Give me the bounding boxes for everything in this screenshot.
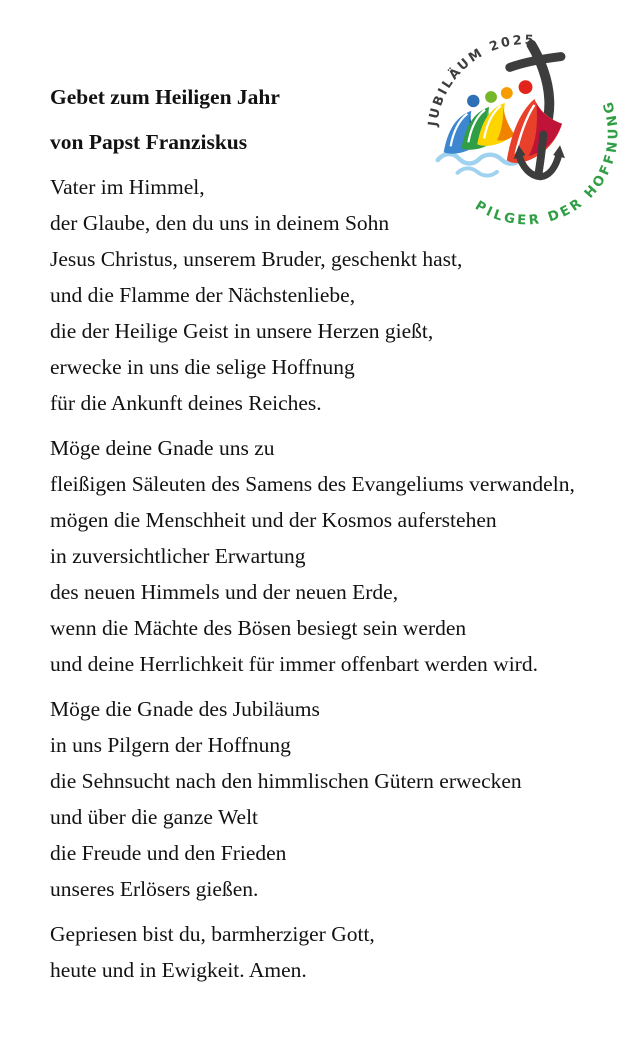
text-line: die der Heilige Geist in unsere Herzen gießt,: [50, 319, 434, 343]
pilgrim-figure-red: [507, 80, 562, 163]
text-line: für die Ankunft deines Reiches.: [50, 391, 322, 415]
text-line: Möge deine Gnade uns zu: [50, 436, 275, 460]
text-line: und über die ganze Welt: [50, 805, 259, 829]
text-line: die Sehnsucht nach den himmlischen Gütern erwecken: [50, 769, 522, 793]
text-line: unseres Erlösers gießen.: [50, 877, 259, 901]
text-line: fleißigen Säleuten des Samens des Evangeliums verwandeln,: [50, 472, 575, 496]
text-line: erwecke in uns die selige Hoffnung: [50, 355, 355, 379]
prayer-body: [50, 169, 610, 988]
paragraph: [50, 430, 610, 682]
text-line: Jesus Christus, unserem Bruder, geschenkt hast,: [50, 247, 463, 271]
text-line: des neuen Himmels und der neuen Erde,: [50, 580, 399, 604]
jubilee-2025-logo: [424, 28, 631, 235]
paragraph: [50, 691, 610, 907]
text-line: und deine Herrlichkeit für immer offenbart werden wird.: [50, 652, 538, 676]
paragraph: [50, 916, 610, 988]
text-line: wenn die Mächte des Bösen besiegt sein werden: [50, 616, 467, 640]
figure-red-head: [519, 80, 533, 94]
anchor-fluke-right: [553, 145, 565, 158]
text-line: Vater im Himmel,: [50, 175, 205, 199]
figure-green-head: [485, 91, 497, 103]
text-line: in zuversichtlicher Erwartung: [50, 544, 306, 568]
cross-bar: [510, 57, 561, 68]
figure-blue-head: [467, 95, 479, 107]
document-title: Gebet zum Heiligen Jahr: [50, 85, 280, 109]
text-line: Gepriesen bist du, barmherziger Gott,: [50, 922, 375, 946]
wave-line-lower: [458, 168, 497, 175]
document-subtitle: von Papst Franziskus: [50, 130, 248, 154]
figure-yellow-head: [501, 87, 513, 99]
anchor-shaft: [538, 134, 543, 174]
text-line: der Glaube, den du uns in deinem Sohn: [50, 211, 390, 235]
text-line: und die Flamme der Nächstenliebe,: [50, 283, 356, 307]
text-line: Möge die Gnade des Jubiläums: [50, 697, 320, 721]
text-line: heute und in Ewigkeit. Amen.: [50, 958, 307, 982]
jubilaeum-2025-arc-text: JUBILÄUM 2025: [425, 32, 537, 128]
pilger-der-hoffnung-arc-text: PILGER DER HOFFNUNG: [472, 97, 622, 229]
text-line: mögen die Menschheit und der Kosmos auferstehen: [50, 508, 497, 532]
text-line: in uns Pilgern der Hoffnung: [50, 733, 291, 757]
text-line: die Freude und den Frieden: [50, 841, 287, 865]
